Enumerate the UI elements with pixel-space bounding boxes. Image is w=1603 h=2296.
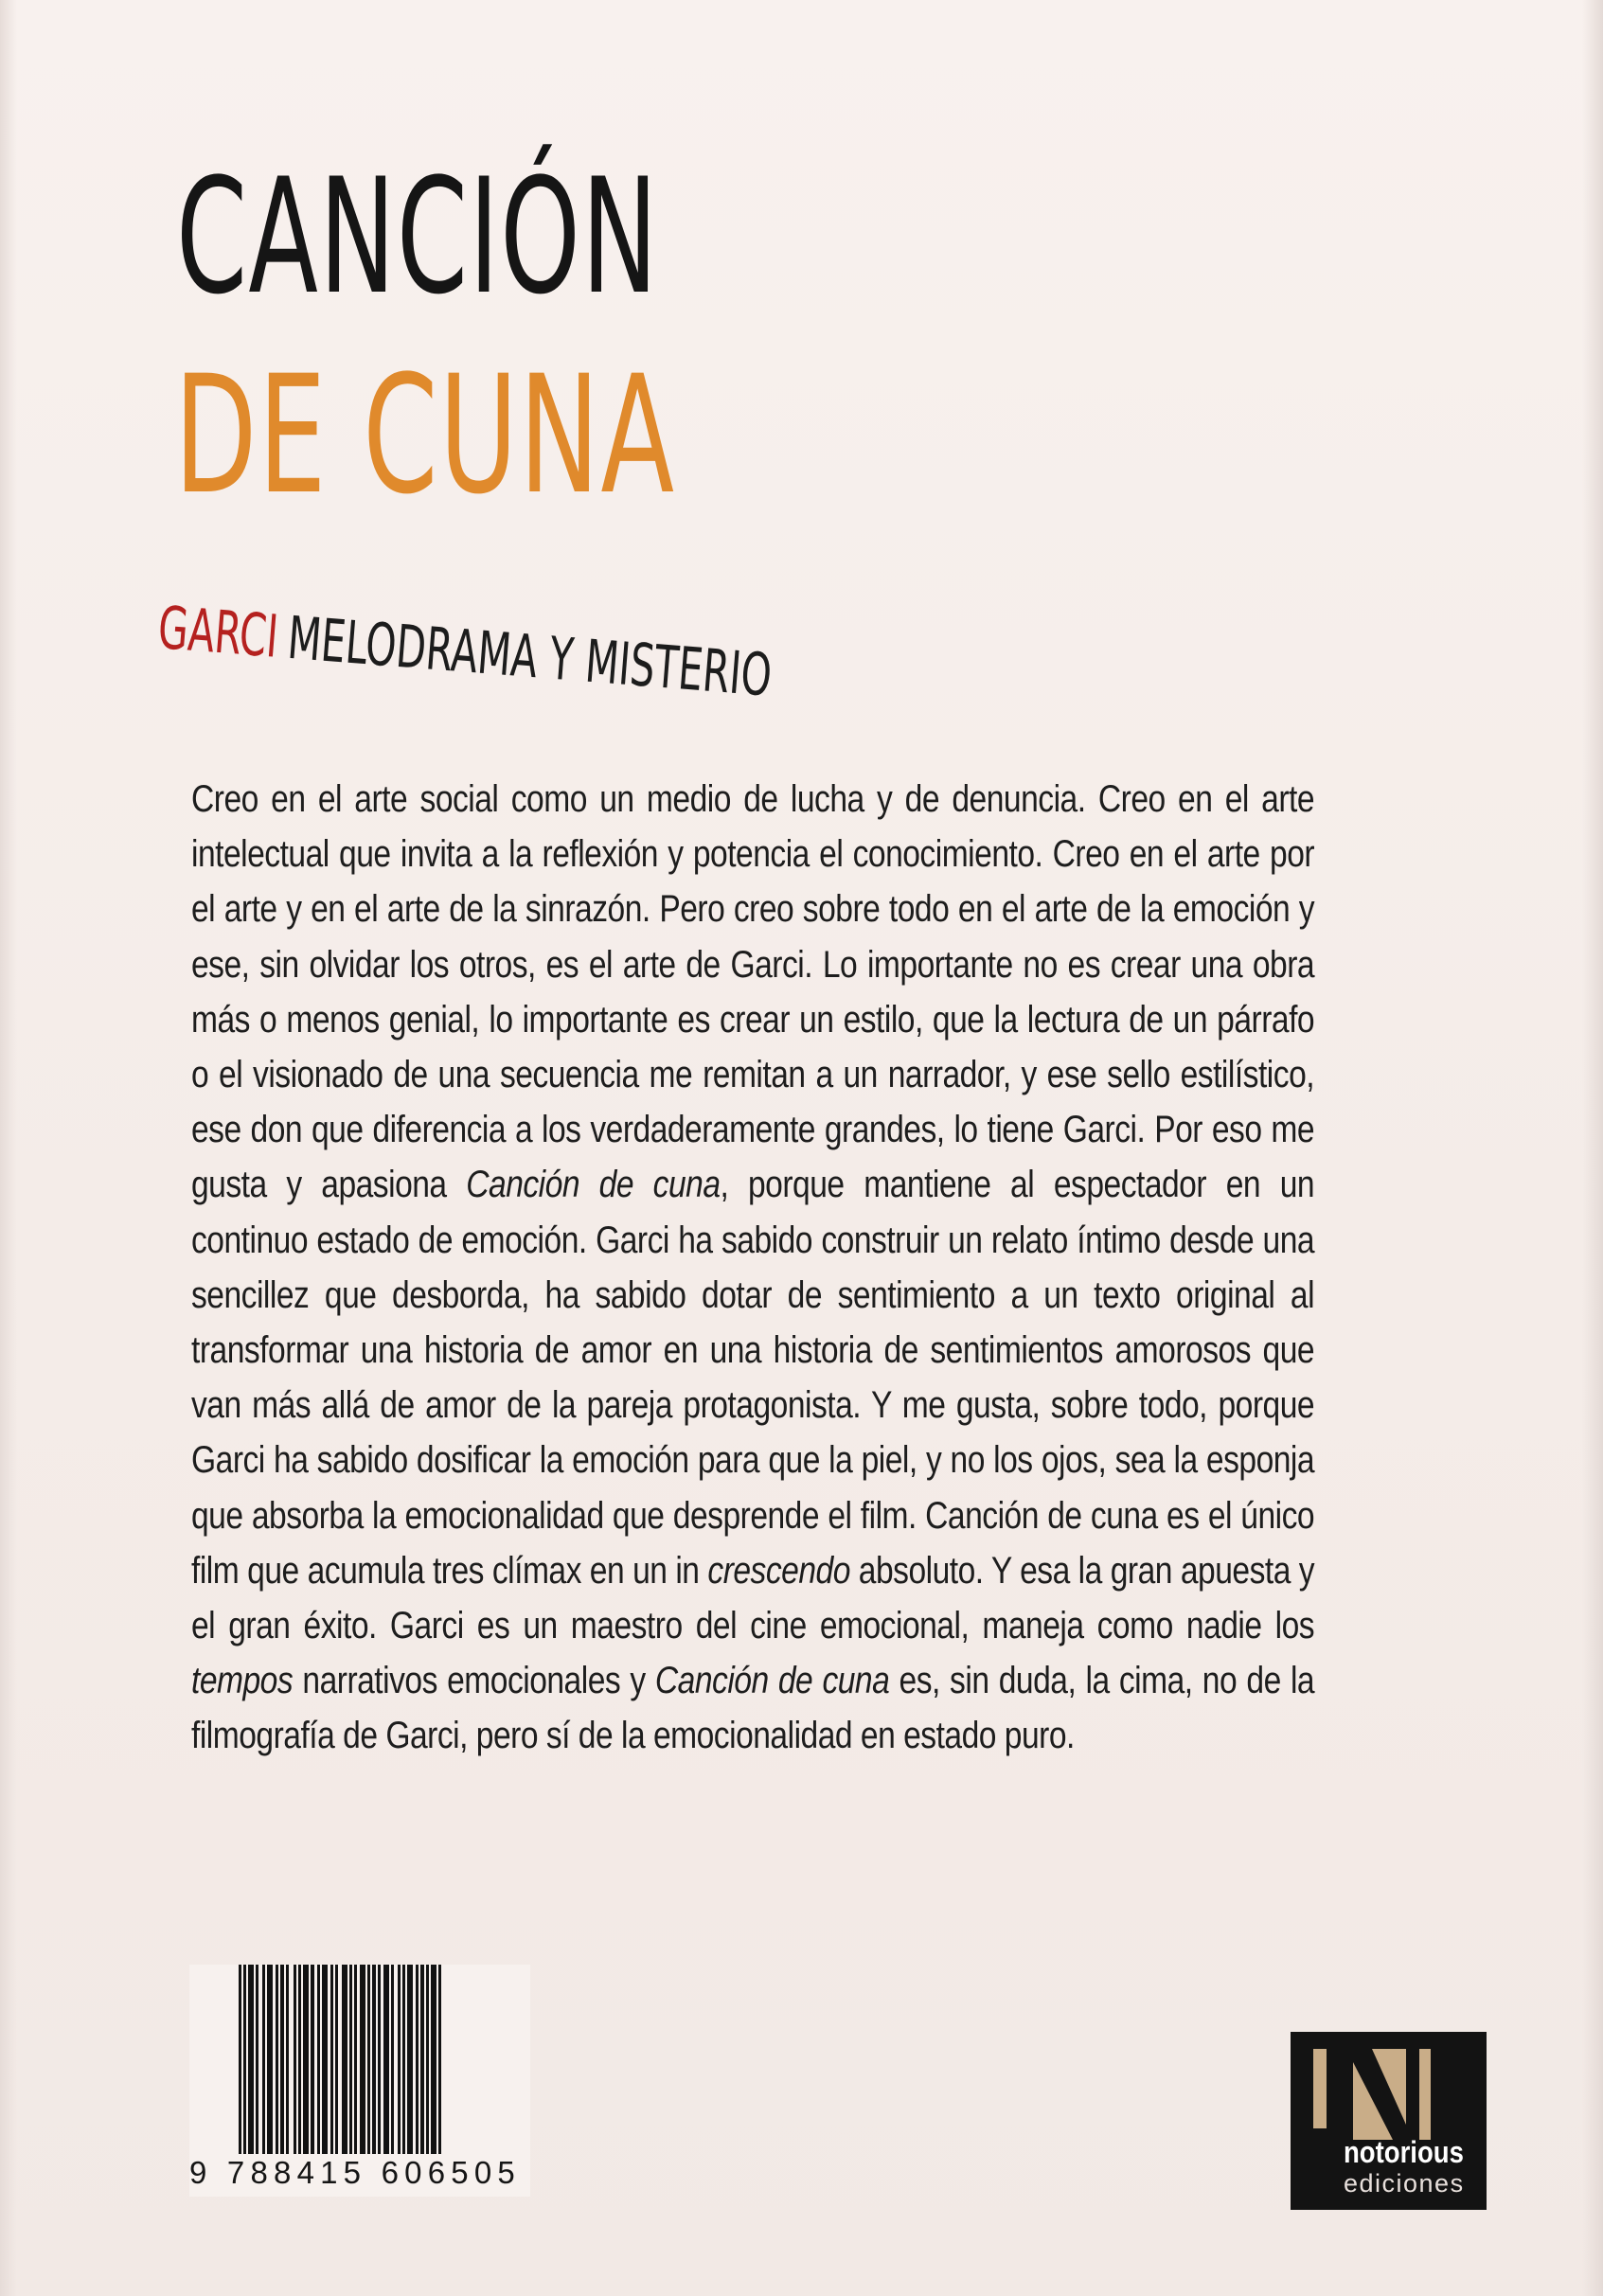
book-subtitle [156, 595, 775, 709]
subtitle-author: GARCI [155, 593, 281, 671]
blurb-segment: , porque mantiene al espectador en un continuo estado de emoción. Garci ha sabido construir un relato íntimo desde una sencillez que desborda, ha sabido dotar de sentimiento a un texto original al transformar una historia de amor en una historia de sentimientos amorosos que van más allá de amor de la pareja protagonista. Y me gusta, sobre todo, porque Garci ha sabido dosificar la emoción para que la piel, y no los ojos, sea la esponja que absorba la emocionalidad que desprende el film. Canción de cuna es el único film que acumula tres clímax en un in [191, 1164, 1315, 1592]
notorious-n-logo-icon [1313, 2049, 1431, 2140]
blurb-segment: es, sin duda, la cima, no de la filmografía de Garci, pero sí de la emocionalidad en estado puro. [191, 1660, 1315, 1757]
title-line-2: DE CUNA [174, 340, 676, 530]
blurb-italic-title: Canción de cuna [654, 1660, 890, 1702]
cover-left-edge [0, 0, 17, 2296]
cover-right-edge [1582, 0, 1603, 2296]
blurb-italic-title: Canción de cuna [466, 1164, 721, 1206]
publisher-name: notorious [1344, 2135, 1464, 2169]
title-line-1: CANCIÓN [176, 144, 659, 329]
blurb-segment: narrativos emocionales y [302, 1660, 646, 1702]
barcode-bar [438, 1965, 441, 2154]
isbn-barcode [189, 1965, 530, 2197]
blurb-segment: absoluto. Y esa la gran apuesta y el gran éxito. Garci es un maestro del cine emocional, maneja como nadie los [191, 1549, 1315, 1647]
blurb-text [191, 772, 1314, 1764]
blurb-segment: Creo en el arte social como un medio de lucha y de denuncia. Creo en el arte intelectual que invita a la reflexión y potencia el conocimiento. Creo en el arte por el arte y en el arte de la sinrazón. Pero creo sobre todo en el arte de la emoción y ese, sin olvidar los otros, es el arte de Garci. Lo importante no es crear una obra más o menos genial, lo importante es crear un estilo, que la lectura de un párrafo o el visionado de una secuencia me remitan a un narrador, y ese sello estilístico, ese don que diferencia a los verdaderamente grandes, lo tiene Garci. Por eso me gusta y apasiona [191, 778, 1315, 1206]
blurb-italic-term: crescendo [707, 1549, 850, 1592]
isbn-number: 9 788415 606505 [189, 2155, 521, 2190]
publisher-subtitle: ediciones [1344, 2169, 1465, 2198]
barcode-bars [239, 1965, 523, 2154]
blurb-paragraph [191, 772, 1314, 1764]
publisher-logo [1291, 2032, 1487, 2210]
blurb-italic-term: tempos [191, 1660, 294, 1702]
subtitle-text: MELODRAMA Y MISTERIO [285, 602, 775, 710]
